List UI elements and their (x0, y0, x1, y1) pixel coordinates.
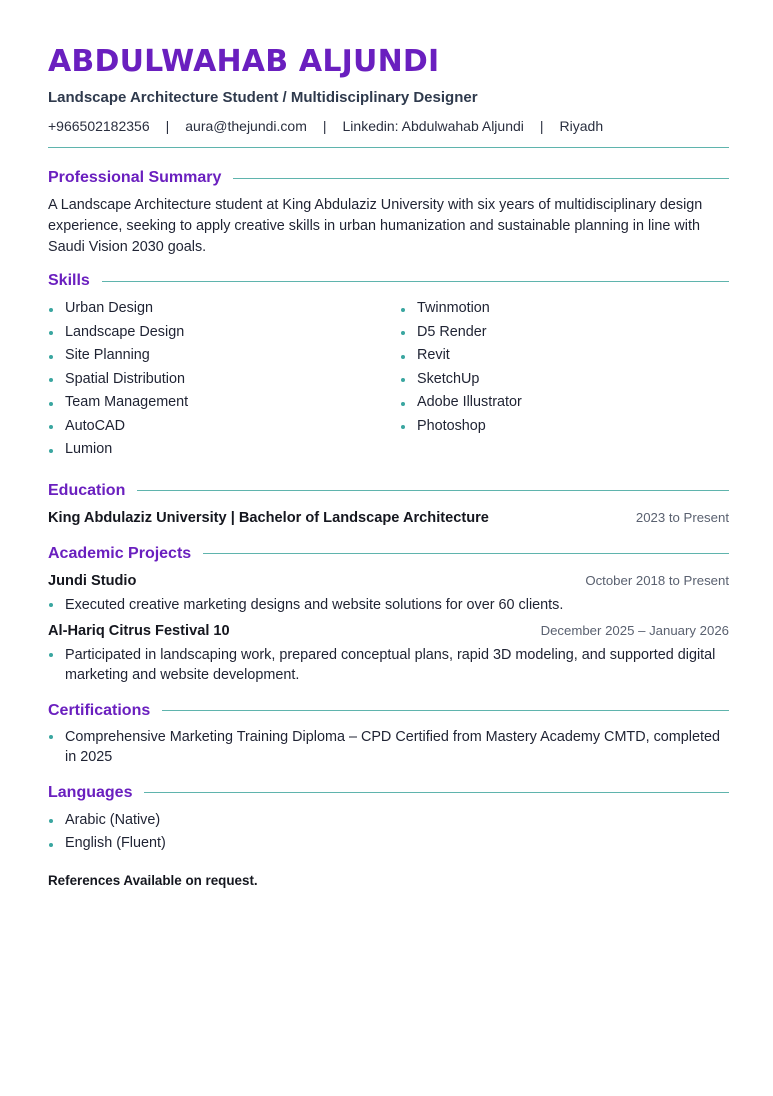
section-divider (144, 792, 729, 793)
section-divider (162, 710, 729, 711)
section-divider (203, 553, 729, 554)
summary-text: A Landscape Architecture student at King Abdulaziz University with six years of multidisciplinary design experience, seeking to apply creative skills in urban humanization and sustainable planning in line with Saudi Vision 2030 goals. (48, 197, 703, 255)
section-header (48, 481, 729, 501)
skill-item: SketchUp (400, 368, 522, 392)
certification-item: Comprehensive Marketing Training Diploma – CPD Certified from Mastery Academy CMTD, completed in 2025 (48, 727, 729, 767)
language-item: English (Fluent) (48, 832, 729, 856)
entry-date: October 2018 to Present (585, 572, 729, 588)
section-header (48, 271, 729, 291)
skill-item: AutoCAD (48, 415, 400, 439)
entry-date: December 2025 – January 2026 (540, 622, 729, 638)
section-title: Academic Projects (48, 544, 192, 562)
project-bullets (48, 595, 729, 615)
section-title: Education (48, 481, 126, 499)
languages-list (48, 809, 729, 856)
skill-item: Landscape Design (48, 321, 400, 345)
skill-item: D5 Render (400, 321, 522, 345)
certifications-section (48, 701, 729, 767)
section-title: Languages (48, 783, 133, 801)
header-divider (48, 147, 729, 148)
section-divider (137, 490, 729, 491)
skill-item: Spatial Distribution (48, 368, 400, 392)
contact-separator: | (165, 118, 170, 134)
skill-item: Lumion (48, 438, 400, 462)
skill-item: Twinmotion (400, 297, 522, 321)
section-title: Skills (48, 272, 90, 290)
skills-section (48, 271, 729, 462)
education-entry (48, 508, 729, 528)
project-bullet: Executed creative marketing designs and website solutions for over 60 clients. (48, 595, 729, 615)
contact-line (48, 117, 729, 135)
skill-item: Team Management (48, 391, 400, 415)
section-divider (233, 178, 729, 179)
education-section (48, 481, 729, 528)
section-header (48, 168, 729, 188)
candidate-role: Landscape Architecture Student / Multidisciplinary Designer (48, 89, 478, 106)
section-header (48, 701, 729, 721)
skills-columns (48, 297, 729, 462)
language-item: Arabic (Native) (48, 809, 729, 833)
references-note: References Available on request. (48, 872, 258, 888)
section-header (48, 783, 729, 803)
certification-list (48, 727, 729, 767)
contact-separator: | (539, 118, 544, 134)
project-bullet: Participated in landscaping work, prepared conceptual plans, rapid 3D modeling, and supported digital marketing and website development. (48, 645, 729, 685)
skills-list-left (48, 297, 400, 462)
project-entry (48, 571, 729, 591)
contact-location: Riyadh (559, 118, 604, 134)
section-divider (102, 281, 729, 282)
entry-title: Al-Hariq Citrus Festival 10 (48, 622, 230, 639)
contact-linkedin[interactable]: Linkedin: Abdulwahab Aljundi (342, 118, 524, 134)
contact-separator: | (322, 118, 327, 134)
skill-item: Urban Design (48, 297, 400, 321)
project-entry (48, 621, 729, 641)
candidate-name: ABDULWAHAB ALJUNDI (48, 44, 440, 79)
skill-item: Photoshop (400, 415, 522, 439)
skills-list-right (400, 297, 522, 462)
contact-email[interactable]: aura@thejundi.com (185, 118, 307, 134)
section-header (48, 544, 729, 564)
section-title: Certifications (48, 701, 151, 719)
languages-section (48, 783, 729, 856)
summary-section (48, 168, 729, 257)
project-bullets (48, 645, 729, 685)
projects-section (48, 544, 729, 685)
contact-phone: +966502182356 (48, 118, 150, 134)
entry-title: King Abdulaziz University | Bachelor of Landscape Architecture (48, 509, 489, 526)
skill-item: Revit (400, 344, 522, 368)
skill-item: Site Planning (48, 344, 400, 368)
section-title: Professional Summary (48, 169, 222, 186)
entry-title: Jundi Studio (48, 572, 137, 589)
skill-item: Adobe Illustrator (400, 391, 522, 415)
entry-date: 2023 to Present (635, 509, 729, 525)
